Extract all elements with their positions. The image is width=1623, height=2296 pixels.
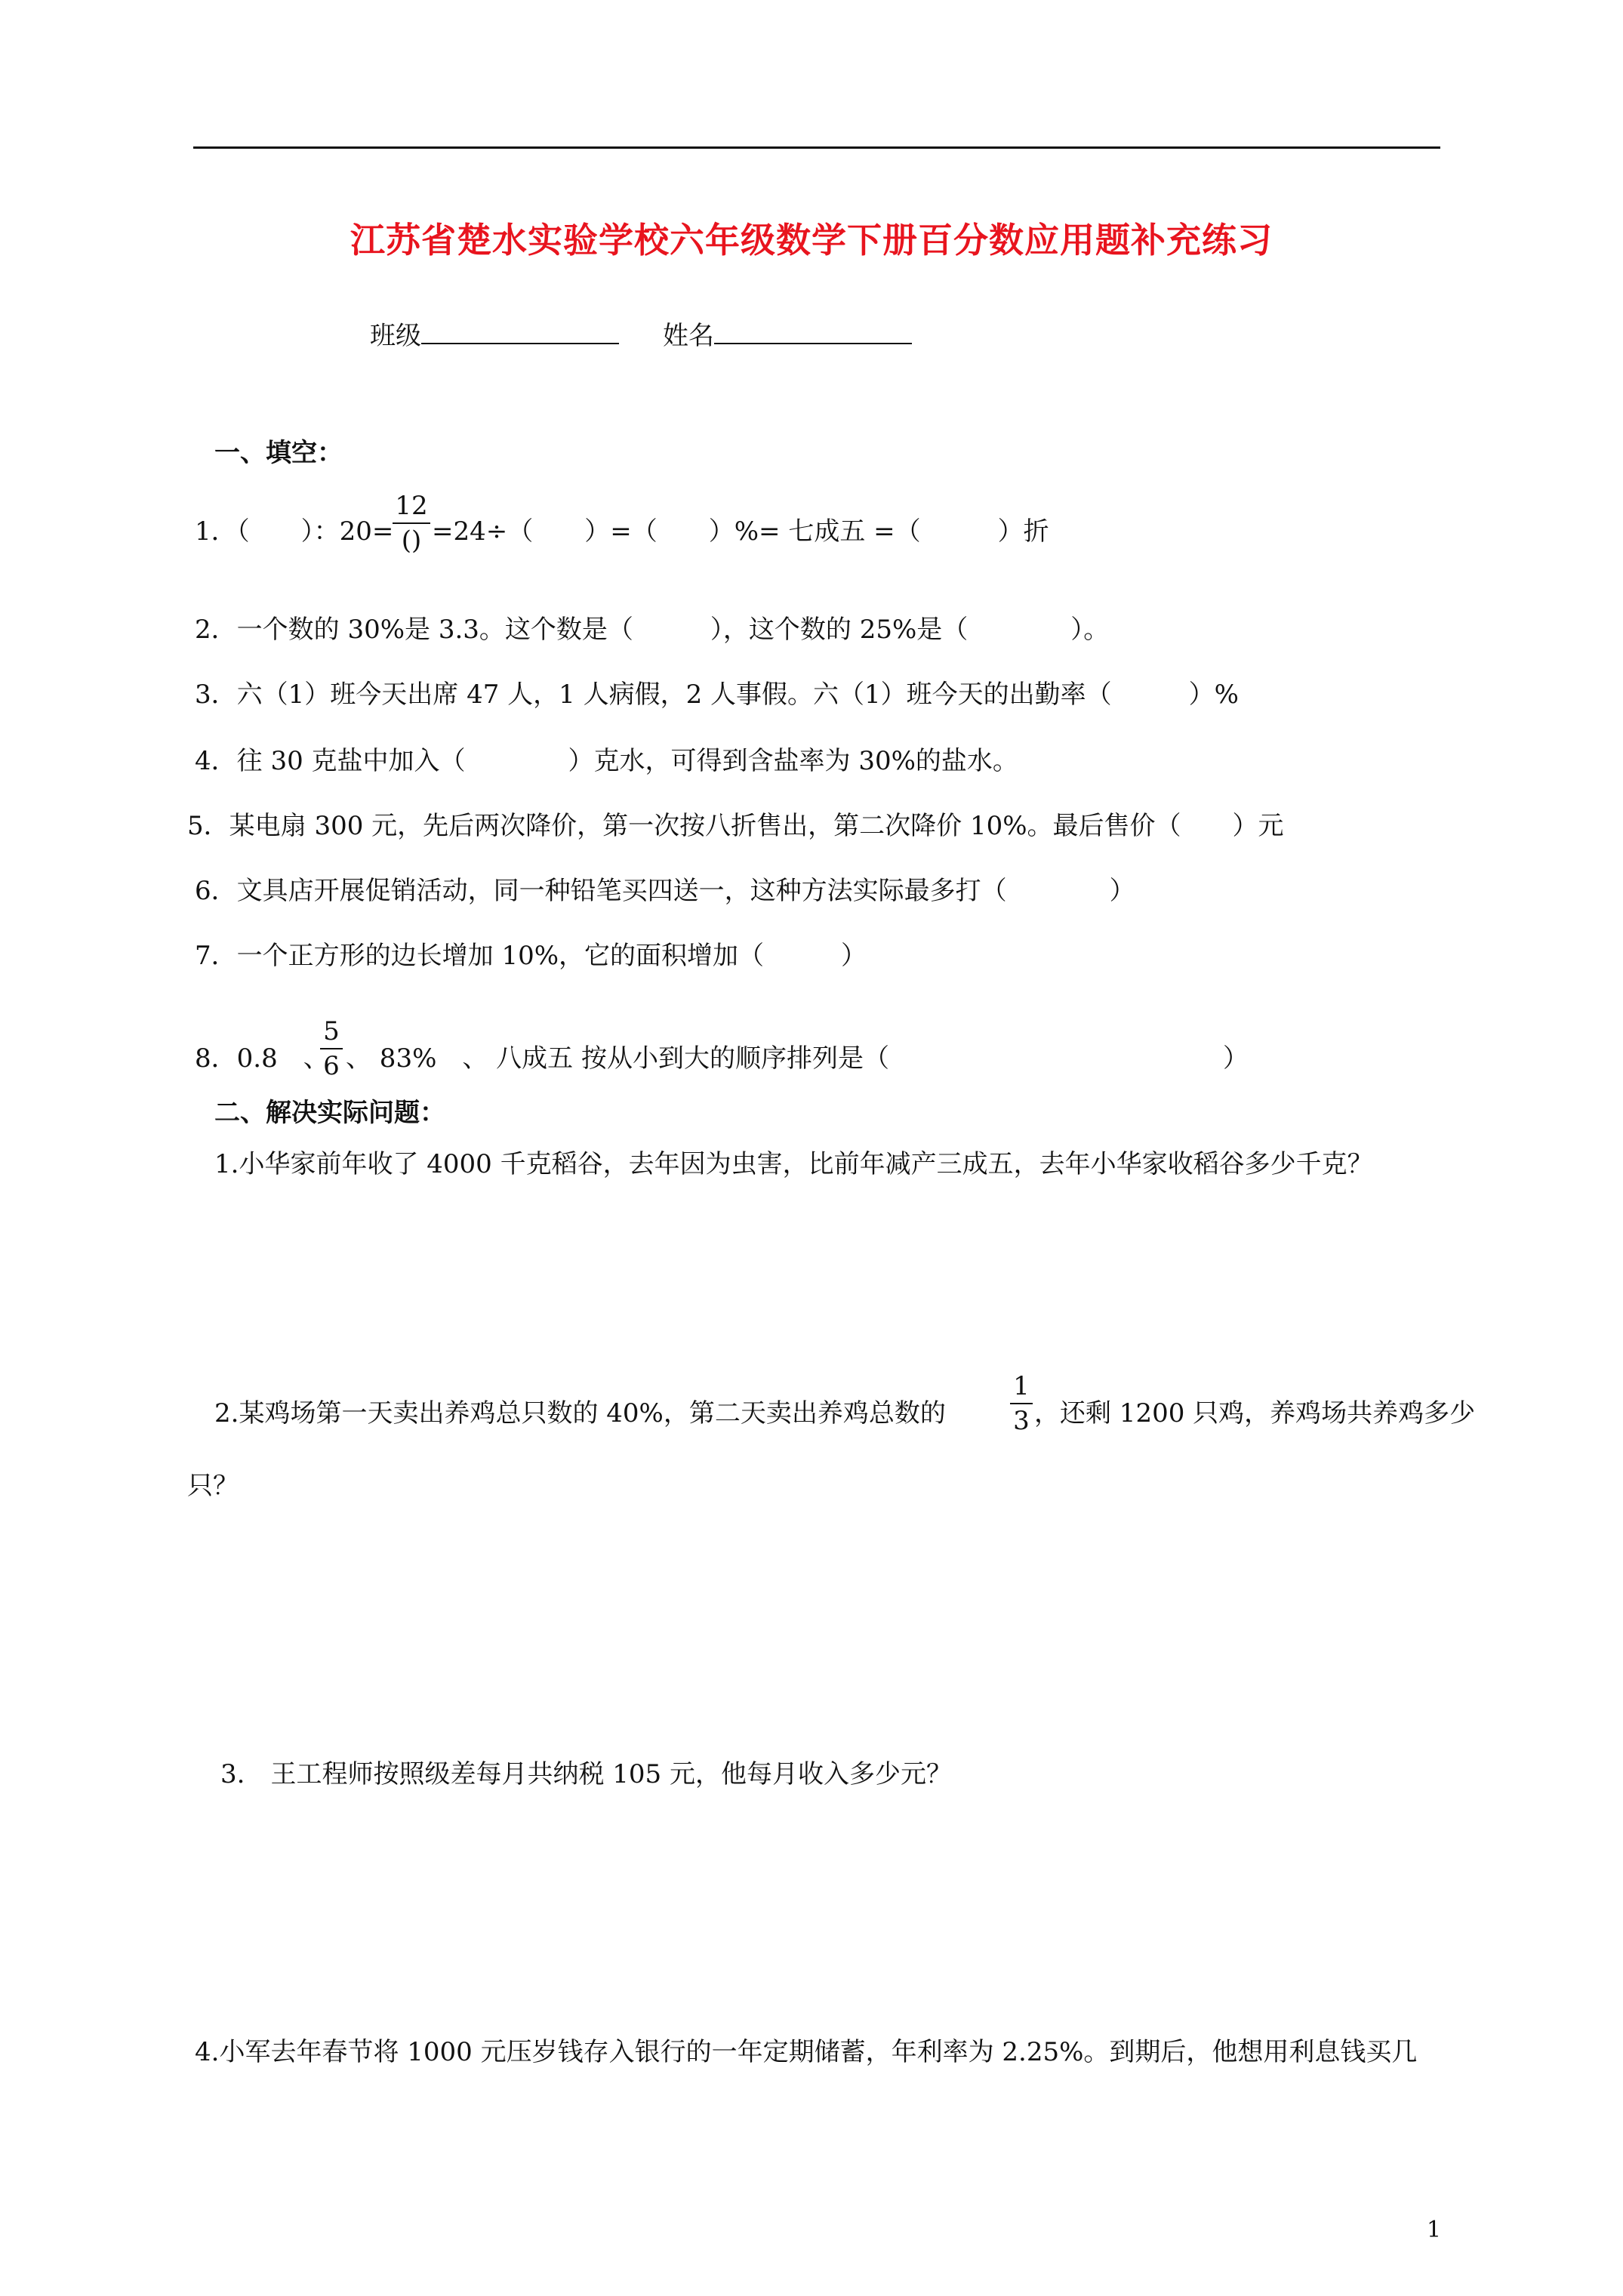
fraction-bar	[393, 522, 430, 524]
class-label: 班级	[370, 321, 421, 351]
name-field	[663, 320, 912, 351]
question-8-part-a: 8．0.8 、	[195, 1043, 329, 1074]
question-6: 6．文具店开展促销活动，同一种铅笔买四送一，这种方法实际最多打（ ）	[195, 876, 1135, 906]
problem-1: 1.小华家前年收了 4000 千克稻谷，去年因为虫害，比前年减产三成五，去年小华家收稻谷多少千克？	[214, 1149, 1373, 1179]
problem-3: 3. 王工程师按照级差每月共纳税 105 元，他每月收入多少元？	[220, 1759, 952, 1789]
fraction-denominator: 3	[1013, 1406, 1030, 1436]
fraction-denominator: ()	[401, 525, 422, 556]
question-1-part-a: 1．（ ）：20=	[195, 516, 394, 547]
class-field	[370, 320, 619, 351]
fraction-bar	[320, 1048, 343, 1049]
problem-2-part-c: 只？	[187, 1471, 239, 1501]
problem-2-part-a: 2.某鸡场第一天卖出养鸡总只数的 40%，第二天卖出养鸡总数的	[214, 1398, 946, 1428]
header-rule	[193, 146, 1440, 149]
class-blank[interactable]	[421, 320, 619, 344]
name-label: 姓名	[663, 321, 714, 351]
fraction-bar	[1010, 1403, 1033, 1404]
question-8-part-b: 、 83% 、 八成五 按从小到大的顺序排列是（ ）	[346, 1043, 1249, 1074]
question-5: 5．某电扇 300 元，先后两次降价，第一次按八折售出，第二次降价 10%。最后售价（ ）元	[187, 811, 1284, 841]
fraction-numerator: 5	[323, 1016, 340, 1046]
question-7: 7．一个正方形的边长增加 10%，它的面积增加（ ）	[195, 941, 867, 971]
question-4: 4．往 30 克盐中加入（ ）克水，可得到含盐率为 30%的盐水。	[195, 746, 1018, 776]
section1-heading: 一、填空：	[214, 438, 343, 468]
document-title: 江苏省楚水实验学校六年级数学下册百分数应用题补充练习	[350, 220, 1273, 260]
page-number: 1	[1427, 2217, 1442, 2243]
problem-2-fraction	[1010, 1371, 1033, 1436]
question-8-fraction	[320, 1016, 343, 1081]
fraction-denominator: 6	[323, 1051, 340, 1081]
name-blank[interactable]	[714, 320, 912, 344]
fraction-numerator: 12	[395, 491, 428, 521]
question-3: 3．六（1）班今天出席 47 人，1 人病假，2 人事假。六（1）班今天的出勤率（ ）%	[195, 680, 1239, 710]
question-2: 2．一个数的 30%是 3.3。这个数是（ ），这个数的 25%是（ ）。	[195, 615, 1110, 645]
question-1-part-b: =24÷（ ）=（ ）%= 七成五 =（ ）折	[432, 516, 1049, 547]
problem-2-part-b: ，还剩 1200 只鸡，养鸡场共养鸡多少	[1034, 1398, 1476, 1428]
fraction-numerator: 1	[1013, 1371, 1030, 1401]
section2-heading: 二、解决实际问题：	[214, 1098, 445, 1128]
question-1-fraction	[393, 491, 430, 556]
problem-4: 4.小军去年春节将 1000 元压岁钱存入银行的一年定期储蓄，年利率为 2.25%。到期后，他想用利息钱买几	[195, 2037, 1418, 2067]
